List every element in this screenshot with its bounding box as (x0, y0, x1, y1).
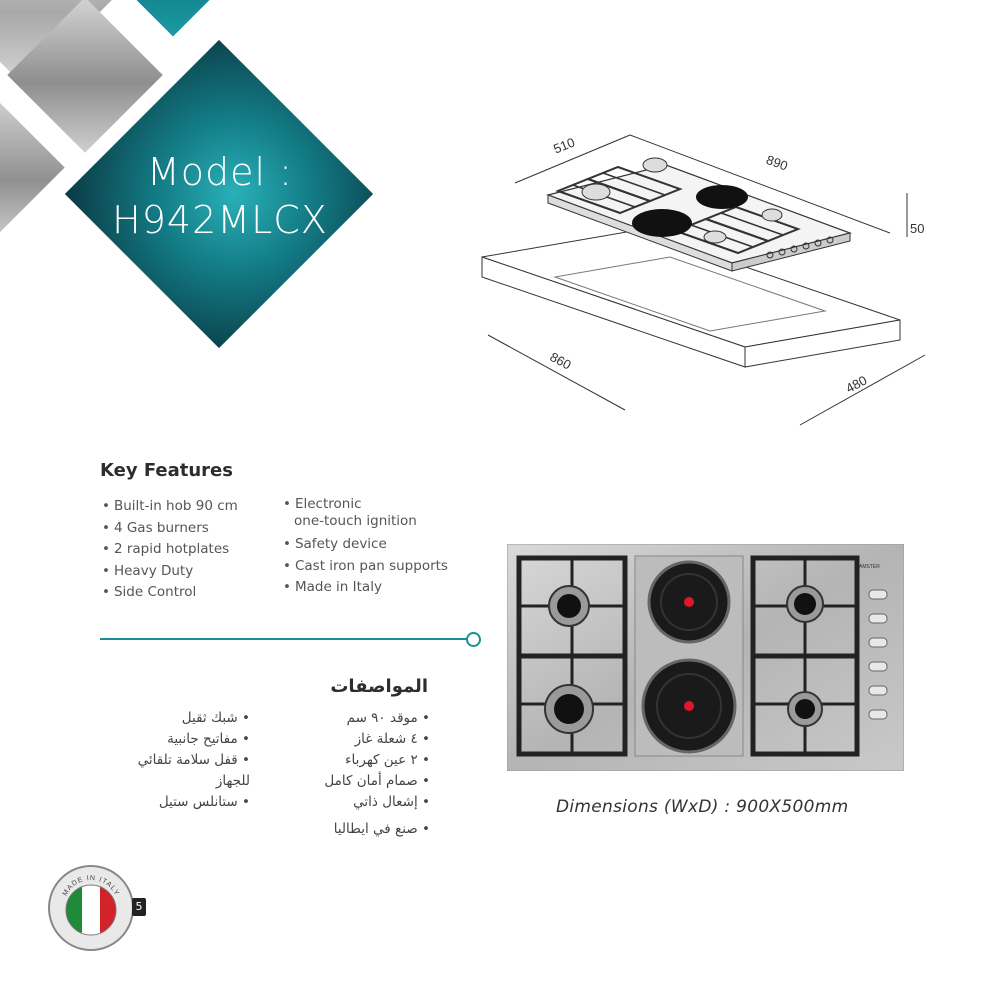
dim-cutout-width-label: 860 (547, 349, 574, 373)
key-features-list (102, 496, 238, 604)
divider (100, 638, 468, 640)
list-item: • ٤ شعلة غاز (354, 731, 430, 747)
list-item: • قفل سلامة تلقائي (137, 752, 250, 768)
list-item: • Electronic one-touch ignition (283, 496, 417, 529)
list-item: • مفاتيح جانبية (167, 731, 250, 747)
model-label: Model : (147, 150, 293, 194)
list-item: • Side Control (102, 584, 197, 600)
list-item: • Built-in hob 90 cm (102, 498, 238, 514)
list-item: • 2 rapid hotplates (102, 541, 230, 557)
list-item: • إشعال ذاتي (353, 794, 430, 810)
list-item: • Made in Italy (283, 579, 382, 595)
list-item: • موقد ٩٠ سم (346, 710, 430, 726)
dimensions-text: Dimensions (WxD) : 900X500mm (556, 797, 849, 817)
key-features-heading: Key Features (100, 460, 233, 481)
dim-top-depth-label: 510 (551, 134, 577, 157)
list-item: • ستانلس ستيل (158, 794, 250, 810)
decorative-teal-tile (124, 0, 223, 36)
arabic-features-list (280, 708, 430, 840)
dimension-diagram (470, 105, 950, 435)
made-in-italy-badge (48, 865, 134, 951)
list-item: • Heavy Duty (102, 562, 194, 579)
brand-label: AMSTER (859, 564, 880, 570)
list-item: • صمام أمان كامل (324, 773, 430, 789)
list-item: للجهاز (215, 773, 250, 789)
italy-flag-icon (50, 867, 132, 949)
dim-top-width-label: 890 (764, 152, 790, 174)
arabic-features-list (105, 708, 250, 813)
list-item: • صنع في ايطاليا (333, 821, 430, 837)
key-features-list (283, 496, 448, 599)
page-number: 5 (132, 898, 146, 916)
list-item: • شبك ثقيل (181, 710, 250, 726)
arabic-heading: المواصفات (330, 676, 428, 697)
product-image (507, 544, 904, 771)
list-item: • Cast iron pan supports (283, 557, 448, 574)
list-item: • 4 Gas burners (102, 519, 209, 536)
divider-dot (466, 632, 481, 647)
list-item: • Safety device (283, 536, 387, 552)
model-number: H942MLCX (112, 198, 328, 242)
badge-text: MADE IN ITALY (61, 874, 121, 898)
model-title (100, 148, 340, 244)
list-item: • ٢ عين كهرباء (345, 752, 430, 768)
dim-height-label: 50 (910, 221, 925, 236)
dim-cutout-depth-label: 480 (843, 372, 870, 396)
